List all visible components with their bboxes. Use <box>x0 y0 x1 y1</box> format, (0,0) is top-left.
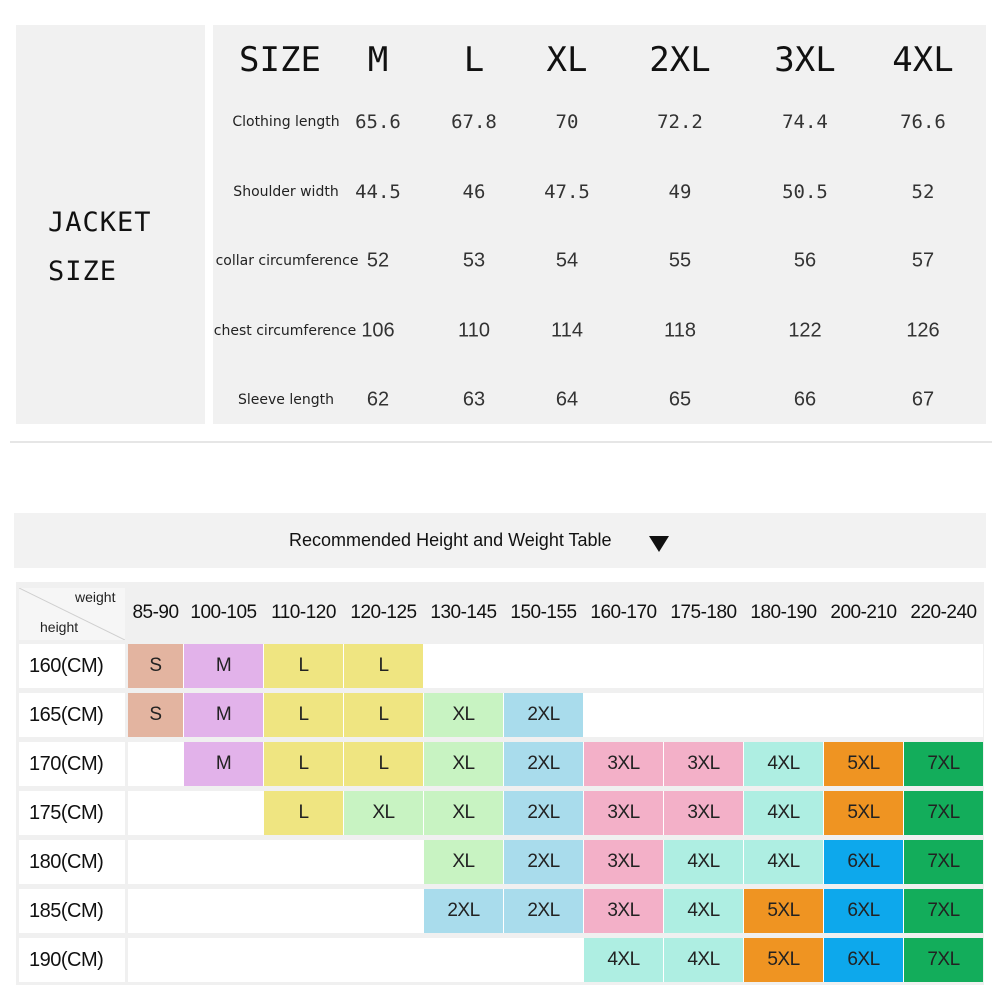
measure-label: Shoulder width <box>233 184 339 200</box>
size-cell-2xl: 2XL <box>424 889 503 933</box>
size-cell-7xl: 7XL <box>904 889 983 933</box>
jacket-size-table <box>213 25 986 424</box>
weight-header: 130-145 <box>430 602 497 623</box>
size-cell-3xl: 3XL <box>584 889 663 933</box>
measure-value: 122 <box>788 319 822 342</box>
size-cell-3xl: 3XL <box>664 791 743 835</box>
size-cell-l: L <box>344 644 423 688</box>
size-cell-xl: XL <box>424 742 503 786</box>
size-cell-3xl: 3XL <box>584 742 663 786</box>
size-cell-l: L <box>264 693 343 737</box>
size-cell-7xl: 7XL <box>904 938 983 982</box>
size-cell-l: L <box>344 742 423 786</box>
weight-header: 100-105 <box>190 602 257 623</box>
size-cell-xl: XL <box>344 791 423 835</box>
measure-value: 67.8 <box>451 111 497 133</box>
size-cell-6xl: 6XL <box>824 938 903 982</box>
measure-value: 76.6 <box>900 111 946 133</box>
size-cell-xl: XL <box>424 791 503 835</box>
size-cell-2xl: 2XL <box>504 693 583 737</box>
size-cell-m: M <box>184 693 263 737</box>
measure-value: 52 <box>366 249 390 272</box>
corner-height-label: height <box>40 619 79 635</box>
size-cell-7xl: 7XL <box>904 742 983 786</box>
measure-value: 53 <box>462 249 486 272</box>
measure-label: chest circumference <box>213 323 357 339</box>
measure-value: 70 <box>555 111 579 133</box>
measure-value: 66 <box>793 388 817 411</box>
measure-value: 72.2 <box>657 111 703 133</box>
size-cell-l: L <box>344 693 423 737</box>
measure-value: 54 <box>555 249 579 272</box>
size-cell-3xl: 3XL <box>664 742 743 786</box>
size-cell-4xl: 4XL <box>744 840 823 884</box>
jacket-size-label <box>48 198 152 296</box>
size-header-4xl: 4XL <box>892 40 954 80</box>
size-cell-m: M <box>184 644 263 688</box>
size-cell-5xl: 5XL <box>744 938 823 982</box>
measure-value: 106 <box>361 319 395 342</box>
weight-header: 160-170 <box>590 602 657 623</box>
size-cell-7xl: 7XL <box>904 791 983 835</box>
measure-value: 65.6 <box>355 111 401 133</box>
size-cell-s: S <box>128 693 183 737</box>
size-cell-2xl: 2XL <box>504 791 583 835</box>
measure-value: 126 <box>906 319 940 342</box>
size-cell-xl: XL <box>424 840 503 884</box>
weight-header: 220-240 <box>910 602 977 623</box>
size-header-l: L <box>463 40 485 80</box>
measure-value: 56 <box>793 249 817 272</box>
weight-header: 200-210 <box>830 602 897 623</box>
size-cell-2xl: 2XL <box>504 742 583 786</box>
measure-value: 49 <box>668 181 692 203</box>
size-cell-l: L <box>264 742 343 786</box>
measure-label: Sleeve length <box>238 392 334 408</box>
measure-value: 67 <box>911 388 935 411</box>
measure-value: 110 <box>458 319 490 342</box>
measure-value: 47.5 <box>544 181 590 203</box>
size-cell-4xl: 4XL <box>664 938 743 982</box>
size-cell-4xl: 4XL <box>744 742 823 786</box>
size-header-xl: XL <box>546 40 588 80</box>
height-header: 165(CM) <box>19 693 125 737</box>
size-cell-4xl: 4XL <box>584 938 663 982</box>
height-header: 190(CM) <box>19 938 125 982</box>
weight-header: 175-180 <box>670 602 737 623</box>
size-cell-7xl: 7XL <box>904 840 983 884</box>
size-cell-5xl: 5XL <box>824 791 903 835</box>
down-triangle-icon <box>649 536 669 552</box>
size-header-2xl: 2XL <box>649 40 711 80</box>
size-cell-6xl: 6XL <box>824 889 903 933</box>
height-header: 185(CM) <box>19 889 125 933</box>
measure-value: 44.5 <box>355 181 401 203</box>
height-header: 180(CM) <box>19 840 125 884</box>
size-cell-5xl: 5XL <box>824 742 903 786</box>
size-cell-xl: XL <box>424 693 503 737</box>
height-header: 160(CM) <box>19 644 125 688</box>
size-cell-6xl: 6XL <box>824 840 903 884</box>
measure-value: 118 <box>664 319 696 342</box>
size-cell-4xl: 4XL <box>664 889 743 933</box>
size-cell-5xl: 5XL <box>744 889 823 933</box>
size-cell-2xl: 2XL <box>504 889 583 933</box>
section-divider <box>10 441 992 443</box>
jacket-label-line1: JACKET <box>48 207 152 238</box>
size-cell-4xl: 4XL <box>664 840 743 884</box>
measure-value: 64 <box>555 388 579 411</box>
jacket-label-line2: SIZE <box>48 256 118 287</box>
measure-label: collar circumference <box>215 253 359 269</box>
height-header: 175(CM) <box>19 791 125 835</box>
size-cell-3xl: 3XL <box>584 791 663 835</box>
measure-value: 63 <box>462 388 486 411</box>
measure-value: 74.4 <box>782 111 828 133</box>
weight-header: 120-125 <box>350 602 417 623</box>
size-cell-l: L <box>264 644 343 688</box>
size-header-label: SIZE <box>239 40 321 80</box>
size-cell-4xl: 4XL <box>744 791 823 835</box>
measure-value: 65 <box>668 388 692 411</box>
measure-value: 46 <box>462 181 486 203</box>
measure-value: 50.5 <box>782 181 828 203</box>
measure-value: 52 <box>911 181 935 203</box>
weight-header: 150-155 <box>510 602 577 623</box>
measure-value: 62 <box>366 388 390 411</box>
size-header-3xl: 3XL <box>774 40 836 80</box>
recommend-title: Recommended Height and Weight Table <box>289 530 612 550</box>
measure-value: 55 <box>668 249 692 272</box>
measure-value: 57 <box>911 249 935 272</box>
size-cell-l: L <box>264 791 343 835</box>
weight-header: 85-90 <box>132 602 179 623</box>
corner-weight-label: weight <box>75 589 116 605</box>
size-header-m: M <box>367 40 389 80</box>
weight-header: 110-120 <box>271 602 336 623</box>
weight-header: 180-190 <box>750 602 817 623</box>
corner-header <box>19 588 125 640</box>
size-cell-s: S <box>128 644 183 688</box>
size-cell-2xl: 2XL <box>504 840 583 884</box>
measure-label: Clothing length <box>232 114 340 130</box>
size-cell-3xl: 3XL <box>584 840 663 884</box>
size-cell-m: M <box>184 742 263 786</box>
height-header: 170(CM) <box>19 742 125 786</box>
measure-value: 114 <box>551 319 583 342</box>
